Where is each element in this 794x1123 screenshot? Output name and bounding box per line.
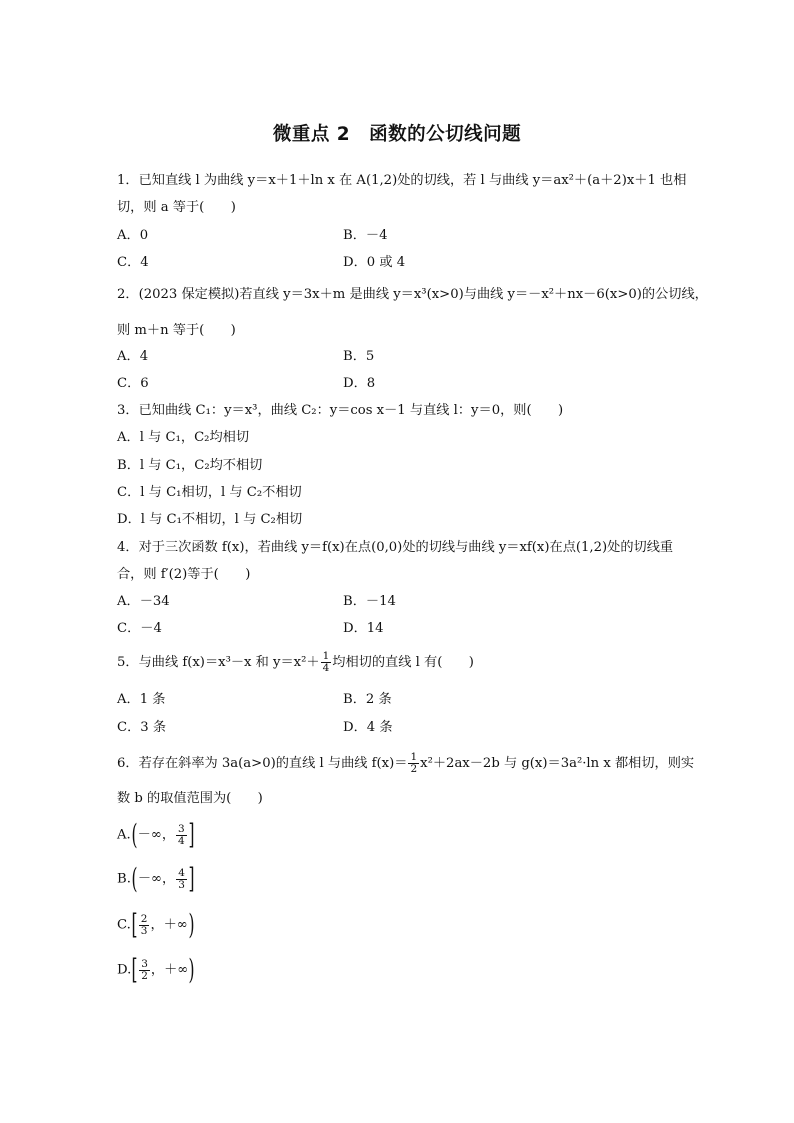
question-5-text (117, 649, 474, 677)
q6-option-d-left-bracket: [ (131, 953, 138, 986)
question-6-text-cont: 数 b 的取值范围为( ) (117, 791, 263, 806)
q6-option-c (117, 910, 195, 941)
question-4-text: 4．对于三次函数 f(x)，若曲线 y＝f(x)在点(0,0)处的切线与曲线 y＝xf(x)在点(1,2)处的切线重 (117, 540, 674, 555)
q6-option-a-den: 4 (178, 834, 185, 847)
q6-text-post: x²＋2ax－2b 与 g(x)＝3a²·ln x 都相切，则实 (420, 756, 695, 771)
q1-option-b: B．－4 (343, 228, 388, 243)
q4-option-b: B．－14 (343, 594, 396, 609)
q6-option-d-upper: ，＋∞ (150, 962, 189, 978)
q6-option-c-den: 3 (140, 924, 148, 937)
question-3-text: 3．已知曲线 C₁：y＝x³，曲线 C₂：y＝cos x－1 与直线 l：y＝0，则( ) (117, 403, 564, 418)
q1-option-d: D．0 或 4 (343, 255, 406, 270)
q6-fraction (408, 752, 419, 775)
q4-option-c: C．－4 (117, 621, 162, 636)
q5-text-post: 均相切的直线 l 有( ) (332, 655, 474, 670)
q6-option-c-right-bracket: ) (188, 908, 195, 941)
q6-option-b-num: 4 (178, 866, 185, 879)
q6-option-c-upper: ，＋∞ (150, 917, 188, 933)
q6-option-b-left-bracket: ( (131, 862, 138, 895)
q6-option-a-left-bracket: ( (131, 818, 138, 851)
q1-option-a: A．0 (117, 228, 149, 243)
q6-option-a-right-bracket: ] (188, 818, 195, 851)
q2-option-a: A．4 (117, 349, 149, 364)
q4-option-a: A．－34 (117, 594, 170, 609)
q5-fraction-num: 1 (322, 650, 330, 662)
question-4-text-cont: 合，则 f′(2)等于( ) (117, 567, 251, 582)
q6-option-c-fraction (139, 914, 150, 937)
q5-text-pre: 5．与曲线 f(x)＝x³－x 和 y＝x²＋ (117, 655, 320, 670)
q3-option-d: D．l 与 C₁不相切，l 与 C₂相切 (117, 512, 303, 527)
q1-option-c: C．4 (117, 255, 149, 270)
q5-option-a: A．1 条 (117, 692, 166, 707)
q3-option-a: A．l 与 C₁，C₂均相切 (117, 430, 250, 445)
q6-option-d-right-bracket: ) (188, 953, 195, 986)
q6-option-c-label: C. (117, 917, 131, 933)
question-2-text: 2．(2023 保定模拟)若直线 y＝3x＋m 是曲线 y＝x³(x>0)与曲线 y＝－x²＋nx－6(x>0)的公切线， (117, 287, 708, 302)
q6-option-a-lower: －∞， (137, 827, 176, 843)
q6-fraction-den: 2 (410, 763, 418, 775)
q6-option-d-num: 3 (141, 957, 148, 970)
q6-option-a (117, 820, 195, 851)
page-title: 微重点 2 函数的公切线问题 (272, 124, 522, 145)
question-6-text (117, 750, 694, 778)
q6-option-d (117, 955, 195, 986)
q6-option-a-num: 3 (178, 822, 185, 835)
q6-option-b (117, 864, 195, 895)
q2-option-d: D．8 (343, 376, 376, 391)
q6-option-b-lower: －∞， (137, 871, 176, 887)
q6-option-a-fraction (176, 824, 187, 847)
q5-option-c: C．3 条 (117, 720, 167, 735)
q6-option-d-den: 2 (141, 969, 148, 982)
q2-option-c: C．6 (117, 376, 149, 391)
q5-option-b: B．2 条 (343, 692, 392, 707)
question-2-text-cont: 则 m＋n 等于( ) (117, 323, 236, 338)
q6-option-c-num: 2 (140, 912, 148, 925)
q6-option-b-label: B. (117, 871, 131, 887)
q2-option-b: B．5 (343, 349, 375, 364)
q3-option-b: B．l 与 C₁，C₂均不相切 (117, 458, 263, 473)
q5-fraction-den: 4 (322, 662, 330, 674)
q6-option-b-right-bracket: ] (188, 862, 195, 895)
q6-option-d-fraction (139, 959, 150, 982)
q5-fraction (321, 651, 332, 674)
q4-option-d: D．14 (343, 621, 384, 636)
q3-option-c: C．l 与 C₁相切，l 与 C₂不相切 (117, 485, 302, 500)
q6-option-b-den: 3 (178, 878, 185, 891)
q6-option-c-left-bracket: [ (131, 908, 138, 941)
q6-option-d-label: D. (117, 962, 132, 978)
q6-text-pre: 6．若存在斜率为 3a(a>0)的直线 l 与曲线 f(x)＝ (117, 756, 408, 771)
q6-option-b-fraction (176, 868, 187, 891)
question-1-text-cont: 切，则 a 等于( ) (117, 200, 236, 215)
q6-fraction-num: 1 (410, 751, 418, 763)
q6-option-a-label: A. (117, 827, 131, 843)
question-1-text: 1．已知直线 l 为曲线 y＝x＋1＋ln x 在 A(1,2)处的切线，若 l 与曲线 y＝ax²＋(a＋2)x＋1 也相 (117, 173, 687, 188)
q5-option-d: D．4 条 (343, 720, 393, 735)
